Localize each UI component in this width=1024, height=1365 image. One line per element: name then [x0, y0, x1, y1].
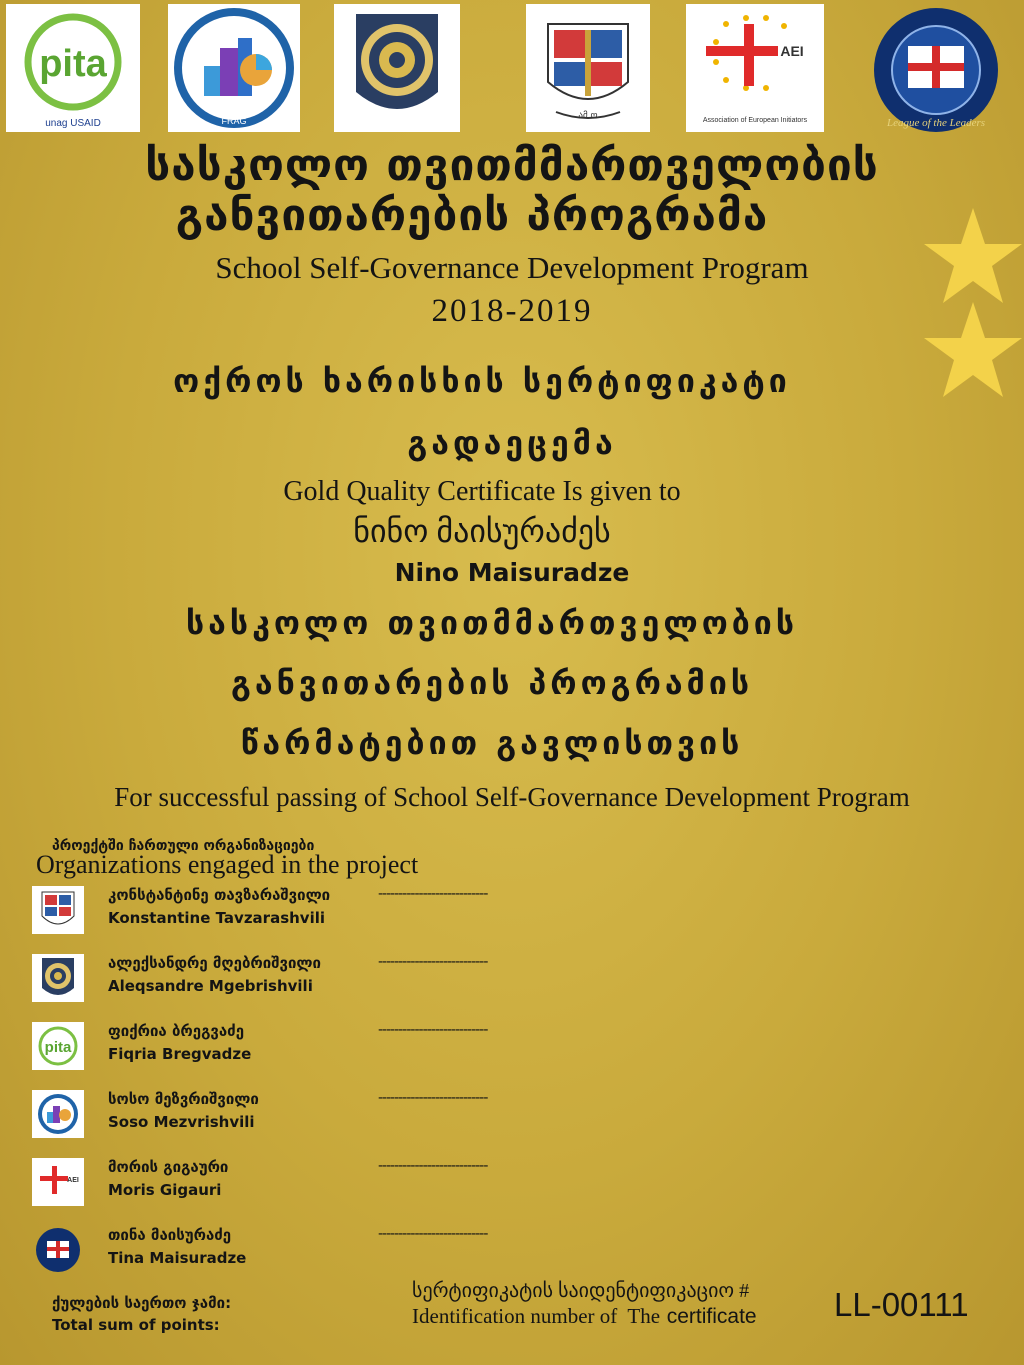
list-item [0, 1090, 600, 1150]
chart-icon [168, 4, 300, 132]
chart-label: FRAG [221, 116, 247, 126]
certificate-id-label-en [412, 1304, 757, 1329]
league-label: League of the Leaders [886, 117, 986, 129]
signature-line: --------------------------- [378, 1158, 488, 1174]
aei-label: AEI [780, 43, 804, 59]
org-name-en: Konstantine Tavzarashvili [108, 909, 326, 927]
org-name-en: Tina Maisuradze [108, 1249, 247, 1267]
signature-line: --------------------------- [378, 954, 488, 970]
partner-logos-strip [0, 0, 1024, 135]
list-item [0, 1226, 600, 1286]
org-name-ka: ფიქრია ბრეგვაძე [108, 1022, 245, 1040]
seal-icon [334, 4, 460, 132]
pita-logo [6, 4, 140, 132]
org-name-ka: მორის გიგაური [108, 1158, 229, 1176]
organizations-heading-en: Organizations engaged in the project [36, 850, 419, 879]
pita-icon [32, 1022, 84, 1070]
title-ka-line1: სასკოლო თვითმმართველობის [145, 140, 879, 191]
list-item [0, 1022, 600, 1082]
certificate-type-ka-line1: ოქროს ხარისხის სერტიფიკატი [173, 362, 791, 400]
chart-logo [168, 4, 300, 132]
league-icon [858, 4, 1018, 132]
program-year: 2018-2019 [431, 293, 593, 329]
aei-sublabel: Association of European Initiators [702, 117, 808, 124]
signature-line: --------------------------- [378, 1226, 488, 1242]
list-item [0, 1158, 600, 1218]
org-name-ka: სოსო მეზვრიშვილი [108, 1090, 259, 1108]
aei-label: AEI [67, 1177, 79, 1184]
coat-of-arms-logo [526, 4, 650, 132]
coat-of-arms-icon [32, 886, 84, 934]
coat-of-arms-icon [526, 4, 650, 132]
title-ka-line2: განვითარების პროგრამა [175, 190, 769, 241]
aei-icon [686, 4, 824, 132]
org-name-ka: თინა მაისურაძე [108, 1226, 232, 1244]
league-icon [32, 1226, 84, 1274]
reason-ka-line3: წარმატებით გავლისთვის [240, 724, 744, 762]
certificate-id-label-en-part2: certificate [666, 1305, 757, 1328]
certificate-id-label-en-part1: Identification number of The [412, 1304, 661, 1328]
org-name-en: Moris Gigauri [108, 1181, 222, 1199]
certificate-type-ka-line2: გადაეცემა [407, 424, 617, 462]
seal-logo [334, 4, 460, 132]
certificate-id-label-ka: სერტიფიკატის საიდენტიფიკაციო # [412, 1280, 750, 1302]
points-label-en: Total sum of points: [52, 1316, 220, 1334]
pita-icon [6, 4, 140, 132]
signature-line: --------------------------- [378, 1022, 488, 1038]
certificate-id-number: LL-00111 [834, 1286, 969, 1323]
pita-label: pita [39, 43, 107, 85]
aei-icon [32, 1158, 84, 1206]
pita-sublabel: unag USAID [45, 118, 101, 129]
aei-logo [686, 4, 824, 132]
organizations-heading-ka: პროექტში ჩართული ორგანიზაციები [52, 838, 315, 854]
org-name-ka: კონსტანტინე თავზარაშვილი [108, 886, 331, 904]
recipient-en: Nino Maisuradze [394, 558, 630, 587]
org-name-en: Fiqria Bregvadze [108, 1045, 252, 1063]
recipient-ka: ნინო მაისურაძეს [353, 513, 611, 549]
given-to-en: Gold Quality Certificate Is given to [283, 476, 681, 507]
org-name-ka: ალექსანდრე მღებრიშვილი [108, 954, 321, 972]
list-item [0, 886, 600, 946]
points-label-ka: ქულების საერთო ჯამი: [52, 1294, 232, 1312]
seal-icon [32, 954, 84, 1002]
signature-line: --------------------------- [378, 1090, 488, 1106]
list-item [0, 954, 600, 1014]
org-name-en: Aleqsandre Mgebrishvili [108, 977, 313, 995]
org-name-en: Soso Mezvrishvili [108, 1113, 255, 1131]
league-logo [858, 4, 1018, 132]
chart-icon [32, 1090, 84, 1138]
reason-ka-line2: განვითარების პროგრამის [230, 664, 754, 702]
signature-line: --------------------------- [378, 886, 488, 902]
reason-en: For successful passing of School Self-Governance Development Program [114, 782, 910, 812]
coat-of-arms-label: ამ ო [578, 111, 598, 121]
reason-ka-line1: სასკოლო თვითმმართველობის [185, 604, 798, 642]
pita-label: pita [44, 1039, 72, 1056]
title-en: School Self-Governance Development Program [215, 250, 809, 285]
